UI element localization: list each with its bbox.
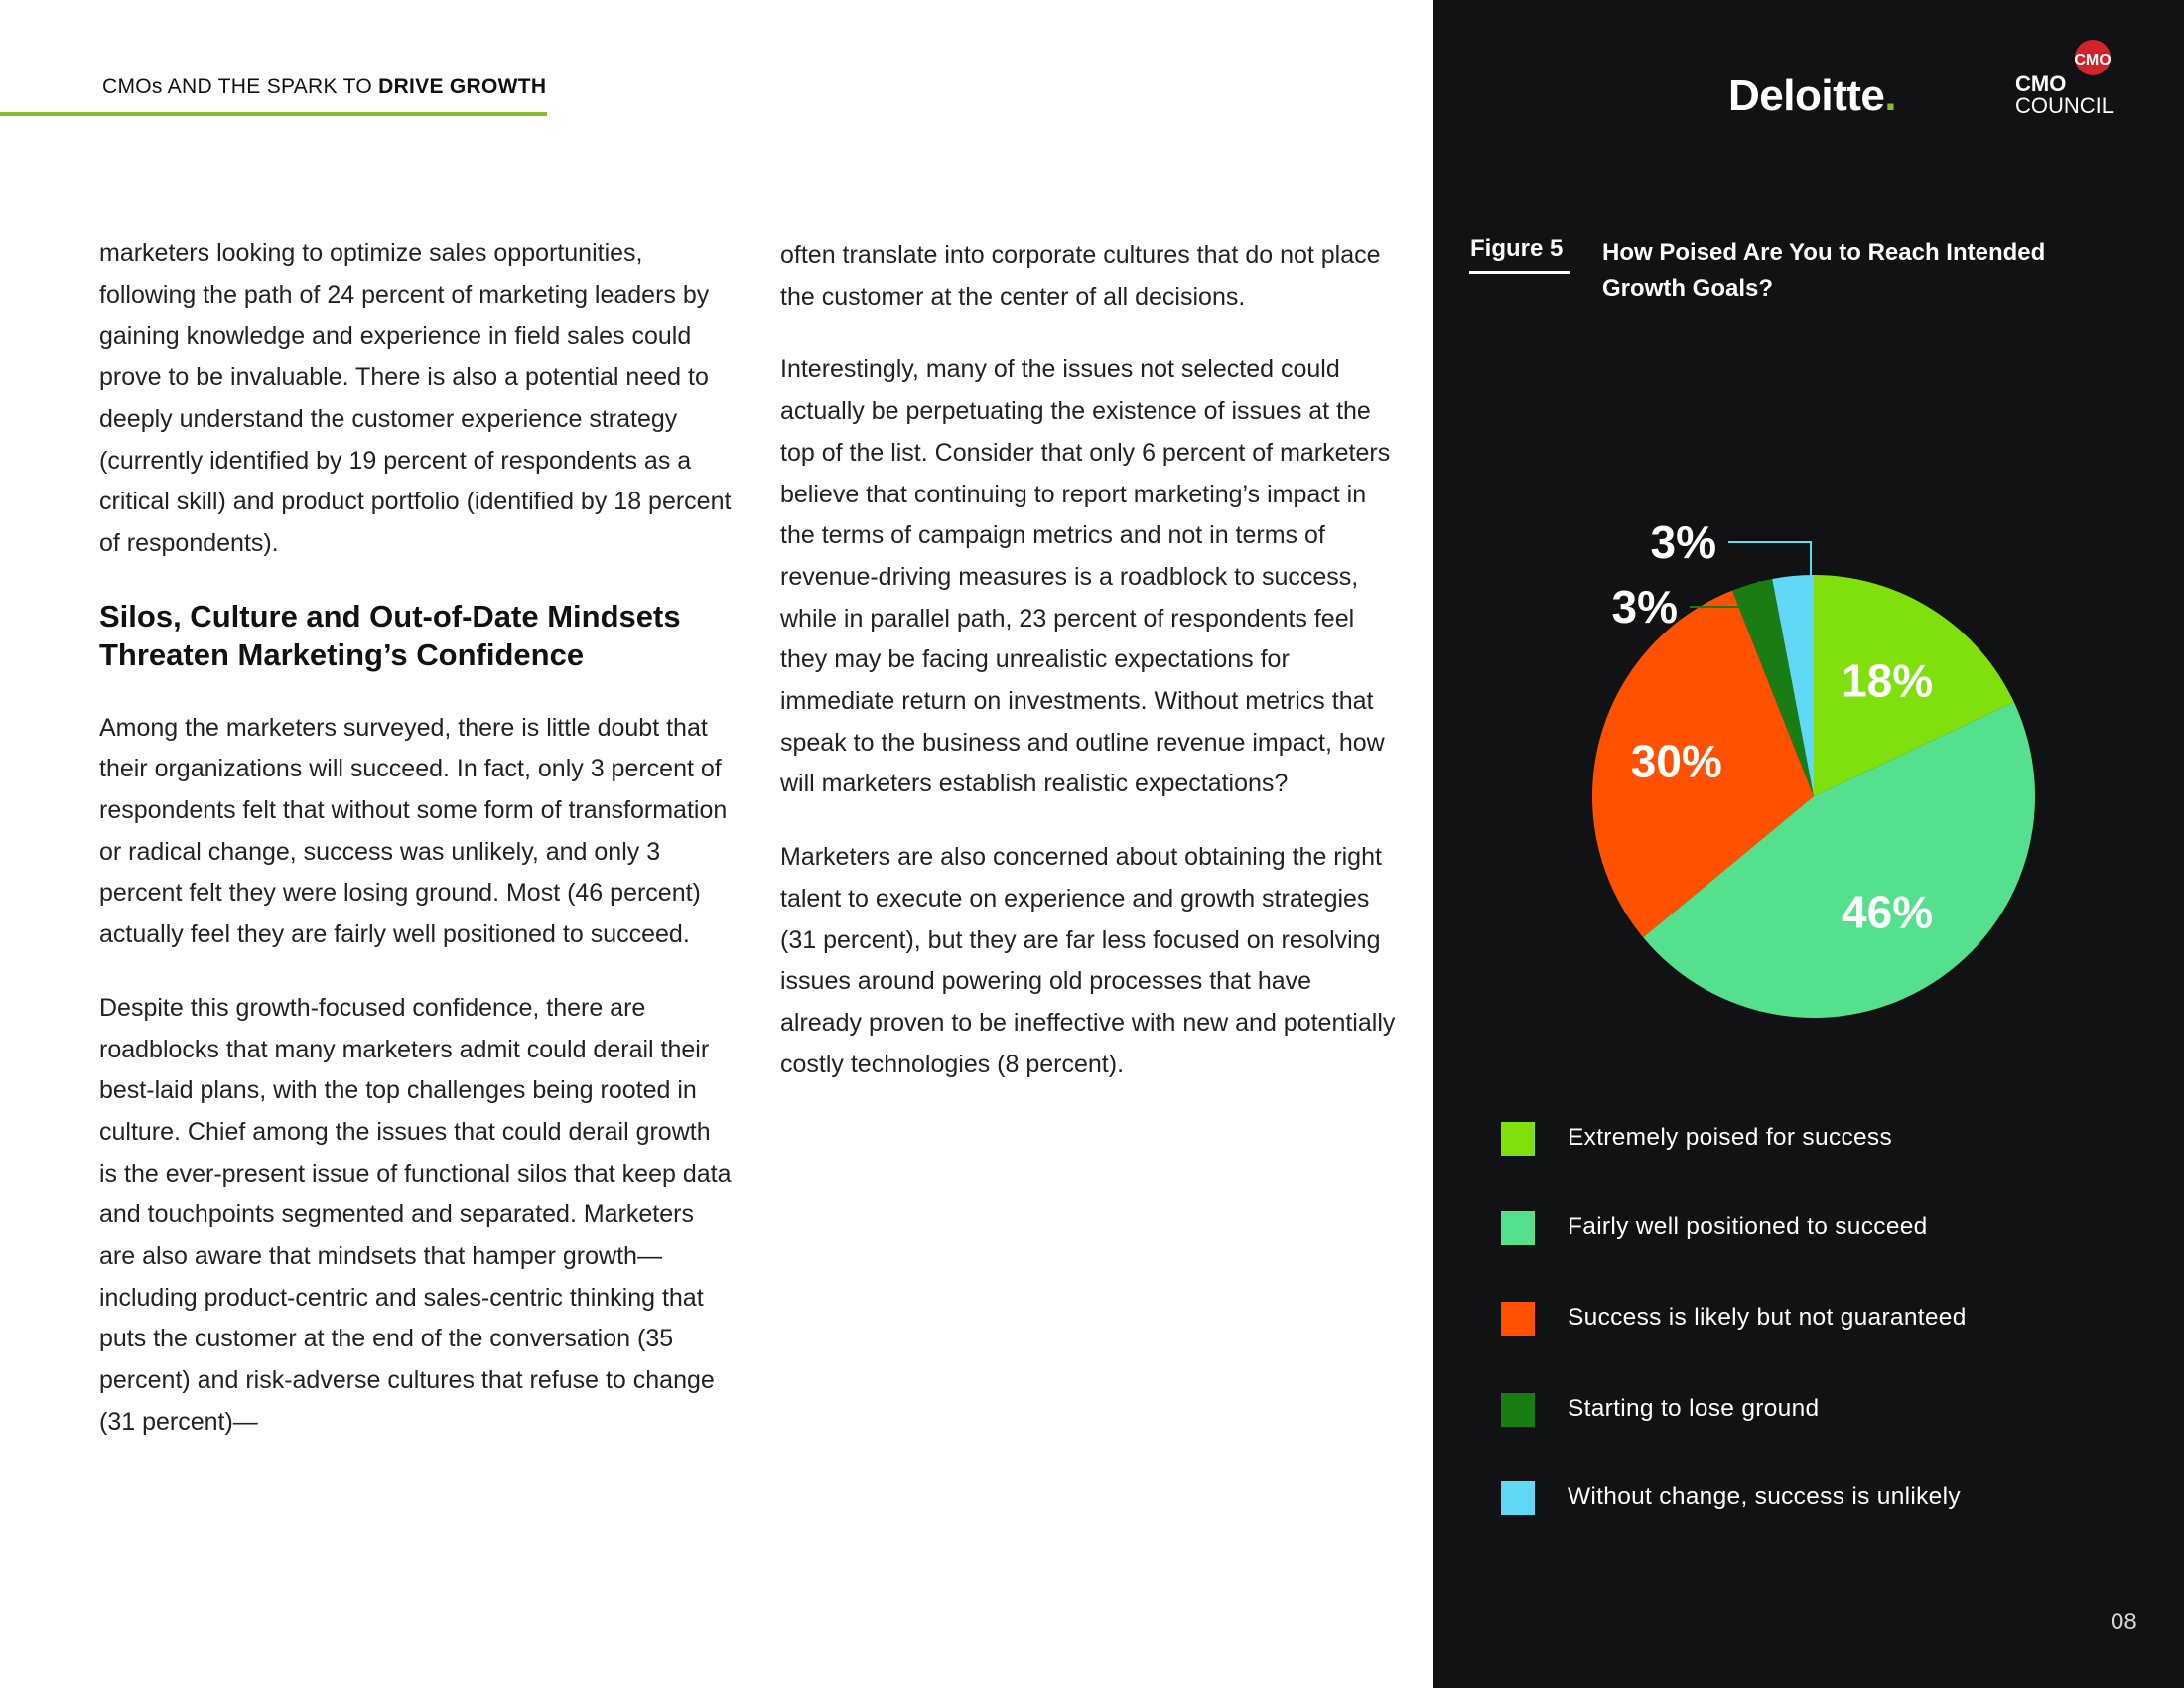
running-header-bold: DRIVE GROWTH (378, 75, 547, 98)
legend-item (1501, 1122, 2097, 1156)
text-column-left (99, 233, 735, 1476)
cmo-council-logo (2015, 38, 2144, 117)
deloitte-logo (1728, 71, 1896, 121)
legend-item (1501, 1302, 2097, 1336)
slice-label: 18% (1842, 654, 1934, 707)
cmo-council-mark-text: CMO (2074, 52, 2112, 69)
legend-label: Success is likely but not guaranteed (1568, 1304, 1967, 1331)
legend-label: Fairly well positioned to succeed (1568, 1213, 1928, 1240)
legend-item (1501, 1481, 2097, 1515)
text-column-right (780, 235, 1396, 1117)
paragraph: often translate into corporate cultures that do not place the customer at the center of all decisions. (780, 241, 1381, 311)
paragraph: Marketers are also concerned about obtaining the right talent to execute on experience and growth strategies (31 percent), but they are far less focused on resolving issues around powering old processes that have already proven to be ineffective with new and potentially costly technologies (8 percent). (780, 843, 1396, 1078)
running-header-prefix: CMOs AND THE SPARK TO (102, 75, 379, 98)
deloitte-logo-text: Deloitte (1728, 71, 1885, 120)
figure-panel (1433, 0, 2184, 1688)
page-number: 08 (2111, 1609, 2137, 1635)
legend-label: Without change, success is unlikely (1568, 1483, 1961, 1510)
legend-swatch (1501, 1302, 1535, 1336)
figure-label-rule (1469, 271, 1570, 274)
cmo-council-line2: COUNCIL (2015, 93, 2115, 118)
legend-item (1501, 1211, 2097, 1245)
figure-title: How Poised Are You to Reach Intended Growth Goals? (1602, 239, 2046, 302)
legend-item (1501, 1393, 2097, 1427)
legend-swatch (1501, 1122, 1535, 1156)
paragraph: Despite this growth-focused confidence, there are roadblocks that many marketers admit could derail their best-laid plans, with the top challenges being rooted in culture. Chief among the issues that could derail growth is the ever-present issue of functional silos that keep data and touchpoints segmented and separated. Marketers are also aware that mindsets that hamper growth—including product-centric and sales-centric thinking that puts the customer at the end of the conversation (35 percent) and risk-adverse cultures that refuse to change (31 percent)— (99, 993, 732, 1436)
slice-label: 3% (1611, 581, 1678, 633)
legend-swatch (1501, 1211, 1535, 1245)
slice-label: 46% (1842, 886, 1934, 938)
legend-label: Extremely poised for success (1568, 1124, 1893, 1151)
pie-chart (1433, 417, 2184, 1033)
leader-line (1728, 542, 1811, 576)
paragraph: marketers looking to optimize sales opportunities, following the path of 24 percent of marketing leaders by gaining knowledge and experience in field sales could prove to be invaluable. There is also a potential need to deeply understand the customer experience strategy (currently identified by 19 percent of respondents as a critical skill) and product portfolio (identified by 18 percent of respondents). (99, 239, 732, 557)
legend-swatch (1501, 1393, 1535, 1427)
legend-swatch (1501, 1481, 1535, 1515)
deloitte-logo-dot: . (1884, 71, 1897, 120)
section-heading: Silos, Culture and Out-of-Date Mindsets Threaten Marketing’s Confidence (99, 598, 681, 672)
paragraph: Interestingly, many of the issues not selected could actually be perpetuating the existence of issues at the top of the list. Consider that only 6 percent of marketers believe that continuing to report marketing’s impact in the terms of campaign metrics and not in terms of revenue-driving measures is a roadblock to success, while in parallel path, 23 percent of respondents feel they may be facing unrealistic expectations for immediate return on investments. Without metrics that speak to the business and outline revenue impact, how will marketers establish realistic expectations? (780, 355, 1391, 798)
running-header (102, 75, 546, 99)
cmo-council-mark-icon (2073, 38, 2184, 77)
cmo-council-line1: CMO (2015, 71, 2067, 96)
header-rule (0, 112, 547, 116)
legend-label: Starting to lose ground (1568, 1395, 1820, 1422)
slice-label: 30% (1630, 735, 1722, 787)
paragraph: Among the marketers surveyed, there is little doubt that their organizations will succeed. In fact, only 3 percent of respondents felt that without some form of transformation or radical change, success was unlikely, and only 3 percent felt they were losing ground. Most (46 percent) actually feel they are fairly well positioned to succeed. (99, 713, 728, 949)
slice-label: 3% (1650, 516, 1716, 568)
figure-label: Figure 5 (1470, 235, 1564, 262)
